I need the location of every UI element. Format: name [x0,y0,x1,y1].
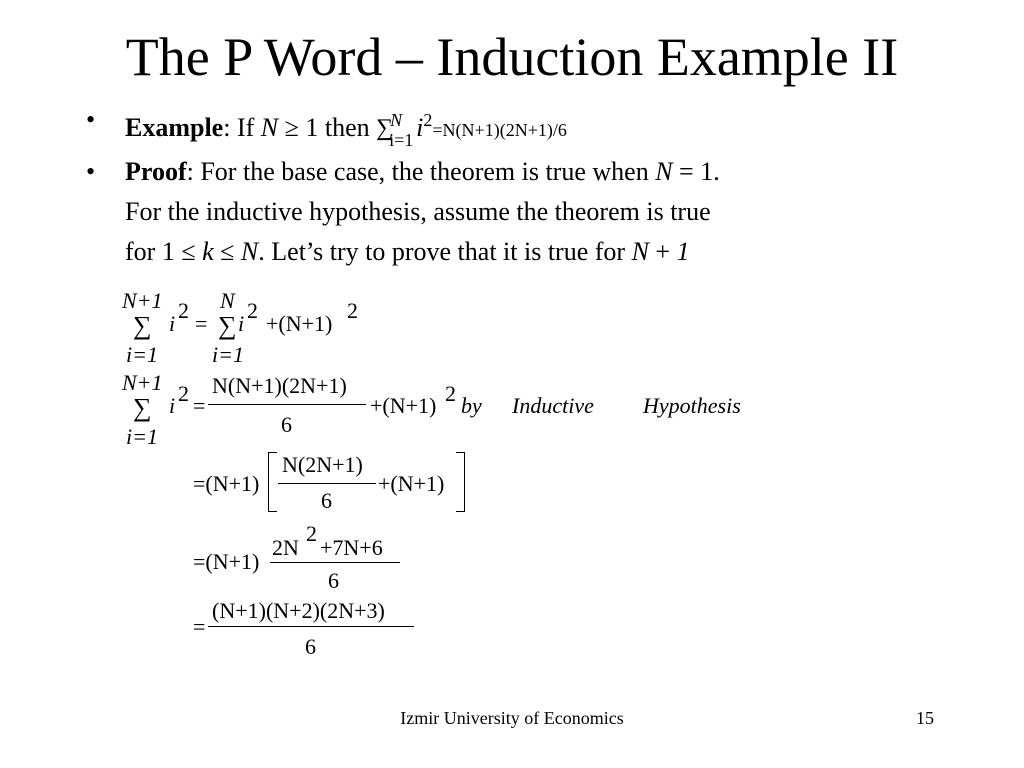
eq5-fraction-bar [208,626,414,627]
eq2-hypothesis: Hypothesis [643,393,741,418]
eq2-plus-term: +(N+1) [370,393,437,418]
proof-line-2: For the inductive hypothesis, assume the theorem is true [125,197,711,226]
eq2-sq: 2 [178,381,189,406]
footer-institution: Izmir University of Economics [400,708,624,728]
eq5-numerator: (N+1)(N+2)(2N+3) [212,598,385,623]
proof-line-3 [125,232,945,272]
proof-line-1 [125,152,945,192]
proof-line3-a: for 1 ≤ [125,237,203,266]
proof-line1-text: : For the base case, the theorem is true when [186,157,656,186]
eq1-upper-b: N [220,288,235,313]
eq1-sq-c: 2 [347,298,358,323]
example-var-n: N [260,113,279,142]
proof-line1-end: = 1. [672,157,720,186]
eq3-numerator: N(2N+1) [282,452,363,477]
eq2-i: i [169,393,176,418]
eq2-sq2: 2 [445,381,456,406]
proof-line3-n2: N [631,237,649,266]
eq1-lower-b: i=1 [212,342,244,367]
example-text [125,100,945,150]
eq2-inductive: Inductive [512,393,594,418]
eq1-sq-b: 2 [247,298,258,323]
eq1-sigma-a: ∑ [133,311,152,340]
proof-line3-k: k [202,237,214,266]
example-summation [376,110,416,150]
proof-line3-plus: + [648,237,677,266]
sum-lower-limit: i=1 [389,130,414,150]
eq3-lhs: =(N+1) [193,471,260,496]
eq2-sigma: ∑ [133,393,152,422]
eq2-by: by [461,393,482,418]
eq2-fraction-bar [208,404,366,405]
example-geq: ≥ 1 then [278,113,377,142]
eq3-fraction-bar [278,483,376,484]
eq1-sq-a: 2 [178,298,189,323]
eq4-num-b: +7N+6 [320,535,383,560]
eq2-lower: i=1 [126,424,158,449]
bullet-dot: • [86,105,96,134]
proof-line3-b: ≤ [213,237,241,266]
slide-title: The P Word – Induction Example II [125,27,899,87]
proof-line1-var: N [655,157,673,186]
eq5-lhs: = [193,614,206,639]
eq4-denominator: 6 [328,568,339,593]
proof-line3-c: . Let’s try to prove that it is true for [258,237,632,266]
eq1-sigma-b: ∑ [218,311,237,340]
eq4-lhs: =(N+1) [193,549,260,574]
eq4-num-sq: 2 [306,521,317,546]
eq1-lower-a: i=1 [126,342,158,367]
eq2-upper: N+1 [122,370,163,395]
sum-exponent: 2 [423,110,433,130]
eq1-i-b: i [238,311,245,336]
sum-formula: =N(N+1)(2N+1)/6 [432,120,567,140]
eq1-plus-term: +(N+1) [266,311,333,336]
example-label: Example [125,113,224,142]
eq4-fraction-bar [270,562,400,563]
eq5-denominator: 6 [305,634,316,659]
eq1-i-a: i [169,311,176,336]
eq4-num-a: 2N [272,535,299,560]
proof-text [125,152,945,272]
eq2-numerator: N(N+1)(2N+1) [212,373,347,398]
eq3-right-bracket [456,452,465,512]
eq3-denominator: 6 [321,488,332,513]
slide-number: 15 [916,708,934,728]
eq2-equals: = [193,393,206,418]
sum-term: i [416,113,424,142]
sigma-symbol: ∑ [376,115,394,141]
proof-line3-one: 1 [676,237,690,266]
example-if: : If [223,113,261,142]
eq1-upper-a: N+1 [122,288,163,313]
bullet-dot: • [86,157,96,186]
proof-line3-n: N [240,237,259,266]
eq3-left-bracket [268,452,277,512]
eq3-plus-term: +(N+1) [378,471,445,496]
proof-label: Proof [125,157,187,186]
eq2-denominator: 6 [281,412,292,437]
eq1-equals: = [195,311,208,336]
sum-upper-limit: N [390,110,403,130]
